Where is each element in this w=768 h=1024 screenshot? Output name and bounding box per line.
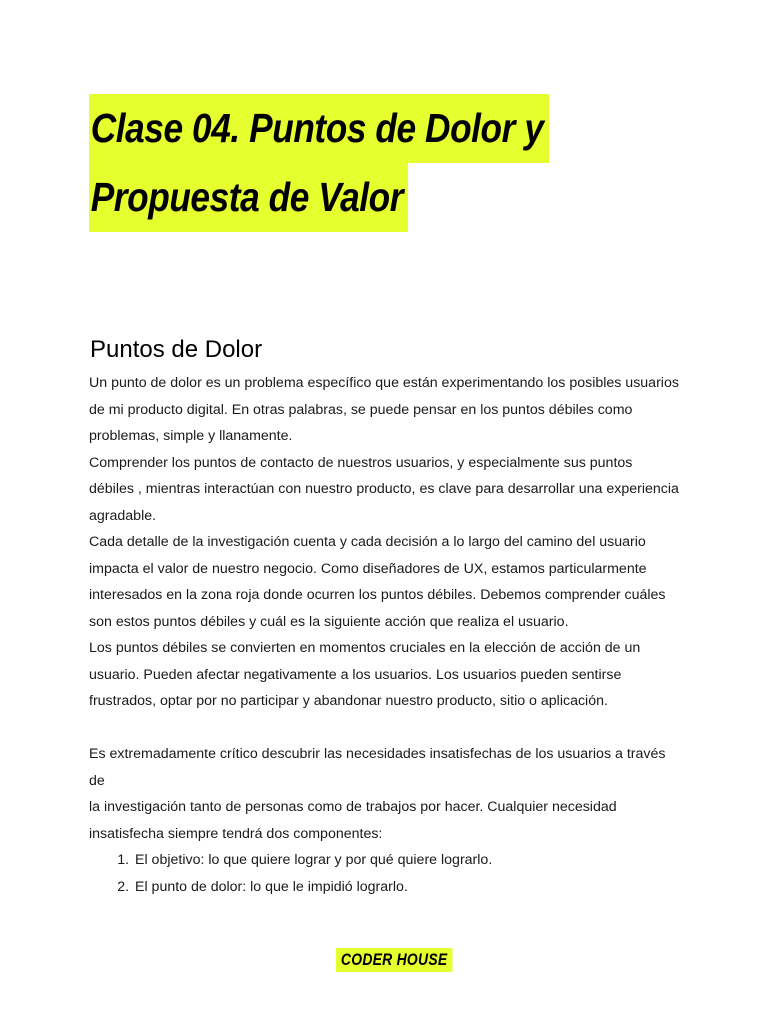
list-item: 2. El punto de dolor: lo que le impidió lograrlo.	[133, 874, 679, 901]
paragraph-gap	[89, 715, 679, 742]
body-line: Es extremadamente crítico descubrir las necesidades insatisfechas de los usuarios a través de	[89, 746, 666, 789]
components-list	[89, 847, 679, 900]
title-line-2: Propuesta de Valor	[89, 163, 408, 232]
section-body	[89, 370, 679, 900]
body-line: de mi producto digital. En otras palabras, se puede pensar en los puntos débiles como	[89, 401, 633, 418]
list-item: 1. El objetivo: lo que quiere lograr y por qué quiere lograrlo.	[133, 847, 679, 874]
body-line: usuario. Pueden afectar negativamente a los usuarios. Los usuarios pueden sentirse	[89, 666, 622, 683]
body-line: Un punto de dolor es un problema específico que están experimentando los posibles usuarios	[89, 375, 679, 391]
body-line: débiles , mientras interactúan con nuestro producto, es clave para desarrollar una experiencia	[89, 481, 679, 497]
section-heading: Puntos de Dolor	[90, 336, 263, 363]
body-line: Comprender los puntos de contacto de nuestros usuarios, y especialmente sus puntos	[89, 454, 633, 471]
body-line: impacta el valor de nuestro negocio. Como diseñadores de UX, estamos particularmente	[89, 560, 647, 577]
title-line-1: Clase 04. Puntos de Dolor y	[89, 94, 549, 163]
body-line: son estos puntos débiles y cuál es la siguiente acción que realiza el usuario.	[89, 613, 569, 630]
body-line: interesados en la zona roja donde ocurren los puntos débiles. Debemos comprender cuáles	[89, 587, 666, 603]
body-line: frustrados, optar por no participar y abandonar nuestro producto, sitio o aplicación.	[89, 693, 608, 709]
body-line: Los puntos débiles se convierten en momentos cruciales en la elección de acción de un	[89, 640, 641, 656]
body-line: Cada detalle de la investigación cuenta y cada decisión a lo largo del camino del usuario	[89, 534, 646, 550]
body-line: la investigación tanto de personas como de trabajos por hacer. Cualquier necesidad	[89, 799, 617, 815]
coder-house-logo: CODER HOUSE	[336, 948, 452, 972]
body-line: agradable.	[89, 507, 157, 524]
body-line: insatisfecha siempre tendrá dos componentes:	[89, 825, 383, 842]
body-line: problemas, simple y llanamente.	[89, 428, 293, 444]
